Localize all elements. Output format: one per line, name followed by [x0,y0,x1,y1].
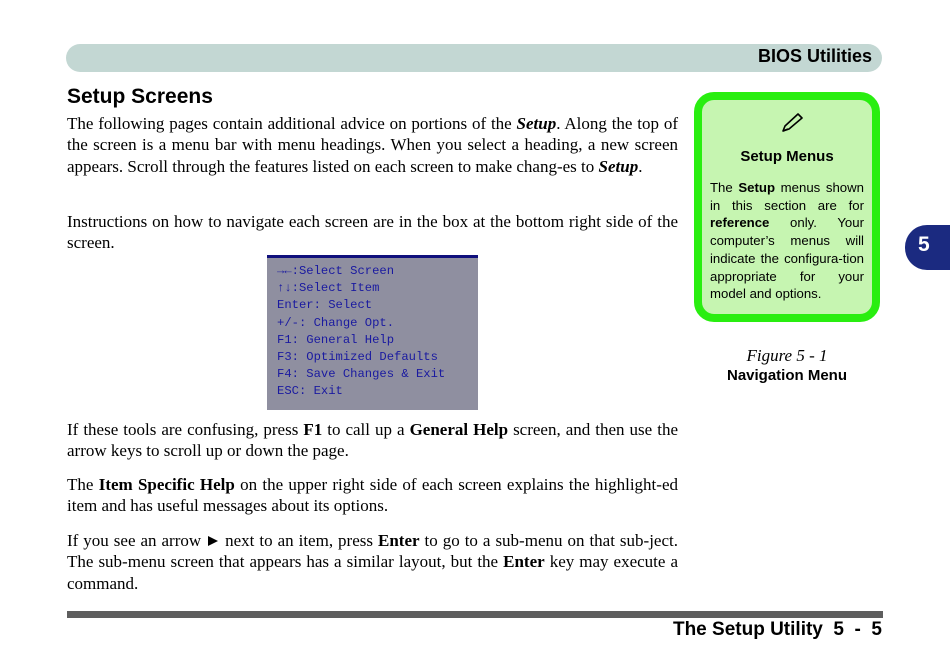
nav-menu-line: →←:Select Screen [277,264,395,278]
paragraph-f1-help: If these tools are confusing, press F1 to call up a General Help screen, and then use the arrow keys to scroll up or down the page. [67,420,678,461]
nav-menu-line: ↑↓:Select Item [277,281,380,295]
nav-menu-line: ESC: Exit [277,384,343,398]
paragraph-intro: The following pages contain additional advice on portions of the Setup. Along the top of the screen is a menu bar with menu headings. When you select a heading, a new screen appears. Scroll through the features listed on each screen to make chang-es to Setup. [67,114,679,176]
figure-caption: Navigation Menu [726,367,847,384]
note-body: The Setup menus shown in this section are for reference only. Your computer’s menus will indicate the configura-tion appropriate for your model and options. [710,180,865,302]
paragraph-submenu: If you see an arrow next to an item, press Enter to go to a sub-menu on that sub-ject. The sub-menu screen that appears has a similar layout, but the Enter key may execute a command. [67,531,678,593]
paragraph-item-help: The Item Specific Help on the upper right side of each screen explains the highlight-ed item and has useful messages about its options. [67,475,678,516]
arrow-right-icon [206,535,220,547]
paragraph-instructions: Instructions on how to navigate each screen are in the box at the bottom right side of the screen. [67,212,678,253]
footer-rule [67,611,883,618]
pen-icon [779,112,805,134]
header-bar [66,44,882,72]
nav-menu-line: F3: Optimized Defaults [277,350,438,364]
setup-menus-note [694,92,880,322]
nav-menu-line: Enter: Select [277,298,373,312]
chapter-tab [905,225,950,270]
figure-number: Figure 5 - 1 [746,346,828,365]
note-title: Setup Menus [740,148,834,165]
nav-menu-line: +/-: Change Opt. [277,316,395,330]
nav-menu-line: F1: General Help [277,333,395,347]
nav-menu-line: F4: Save Changes & Exit [277,367,446,381]
navigation-menu-screenshot [267,255,478,410]
page-title: Setup Screens [67,85,213,108]
chapter-number: 5 [918,233,930,256]
header-title: BIOS Utilities [757,46,872,66]
footer-page-label: The Setup Utility 5 - 5 [672,619,882,640]
